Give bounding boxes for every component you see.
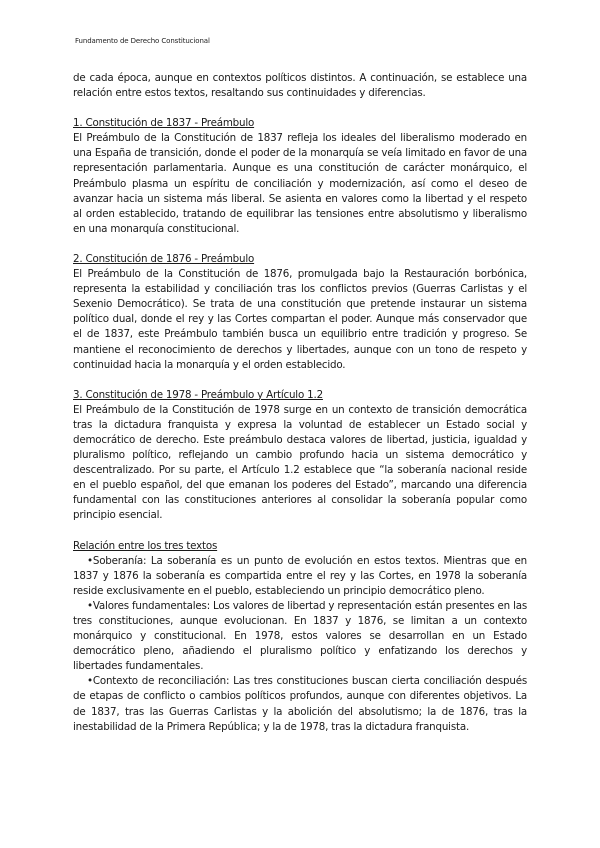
- section-body: El Preámbulo de la Constitución de 1837 refleja los ideales del liberalismo moderado en una España de transición, donde el poder de la monarquía se veía limitado en favor de una representación parlamentaria. Aunque es una constitución de carácter monárquico, el Preámbulo plasma un espíritu de conciliación y modernización, así como el deseo de avanzar hacia un sistema más liberal. Se asienta en valores como la libertad y el respeto al orden establecido, tratando de equilibrar las tensiones entre absolutismo y liberalismo en una monarquía constitucional.: [73, 132, 527, 235]
- bullet-valores: •Valores fundamentales: Los valores de libertad y representación están presentes en las tres constituciones, aunque evolucionan. En 1837 y 1876, se limitan a un contexto monárquico y constitucional. En 1978, estos valores se desarrollan en un Estado democrático pleno, añadiendo el pluralismo político y enfatizando los derechos y libertades fundamentales.: [73, 599, 528, 673]
- document-body: [73, 71, 527, 750]
- section-1837: [73, 116, 527, 237]
- section-title: 3. Constitución de 1978 - Preámbulo y Artículo 1.2: [73, 388, 323, 401]
- section-1876: [73, 252, 527, 373]
- running-header: Fundamento de Derecho Constitucional: [75, 37, 210, 45]
- section-body: El Preámbulo de la Constitución de 1876, promulgada bajo la Restauración borbónica, representa la estabilidad y conciliación tras los conflictos previos (Guerras Carlistas y el Sexenio Democrático). Se trata de una constitución que pretende instaurar un sistema político dual, donde el rey y las Cortes compartan el poder. Aunque más conservador que el de 1837, este Preámbulo también busca un equilibrio entre tradición y progreso. Se mantiene el reconocimiento de derechos y libertades, aunque con un tono de respeto y continuidad hacia la monarquía y el orden establecido.: [73, 268, 527, 371]
- section-title: 2. Constitución de 1876 - Preámbulo: [73, 252, 255, 265]
- bullet-contexto: •Contexto de reconciliación: Las tres constituciones buscan cierta conciliación después de etapas de conflicto o cambios políticos profundos, aunque con diferentes objetivos. La de 1837, tras las Guerras Carlistas y la abolición del absolutismo; la de 1876, tras la inestabilidad de la Primera República; y la de 1978, tras la dictadura franquista.: [73, 675, 527, 733]
- section-body: El Preámbulo de la Constitución de 1978 surge en un contexto de transición democrática tras la dictadura franquista y expresa la voluntad de establecer un Estado social y democrático de derecho. Este preámbulo destaca valores de libertad, justicia, igualdad y pluralismo político, reflejando un cambio profundo hacia un sistema democrático y descentralizado. Por su parte, el Artículo 1.2 establece que “la soberanía nacional reside en el pueblo español, del que emanan los poderes del Estado”, marcando una diferencia fundamental con las constituciones anteriores al consolidar la soberanía popular como principio esencial.: [73, 403, 527, 522]
- section-title: 1. Constitución de 1837 - Preámbulo: [73, 117, 255, 130]
- bullet-soberania: •Soberanía: La soberanía es un punto de evolución en estos textos. Mientras que en 1837 y 1876 la soberanía es compartida entre el rey y las Cortes, en 1978 la soberanía reside exclusivamente en el pueblo, estableciendo un principio democrático pleno.: [73, 554, 527, 597]
- section-1978: [73, 388, 527, 524]
- section-relation: [73, 539, 527, 735]
- section-title: Relación entre los tres textos: [73, 539, 218, 552]
- intro-paragraph: de cada época, aunque en contextos políticos distintos. A continuación, se establece una relación entre estos textos, resaltando sus continuidades y diferencias.: [73, 72, 527, 100]
